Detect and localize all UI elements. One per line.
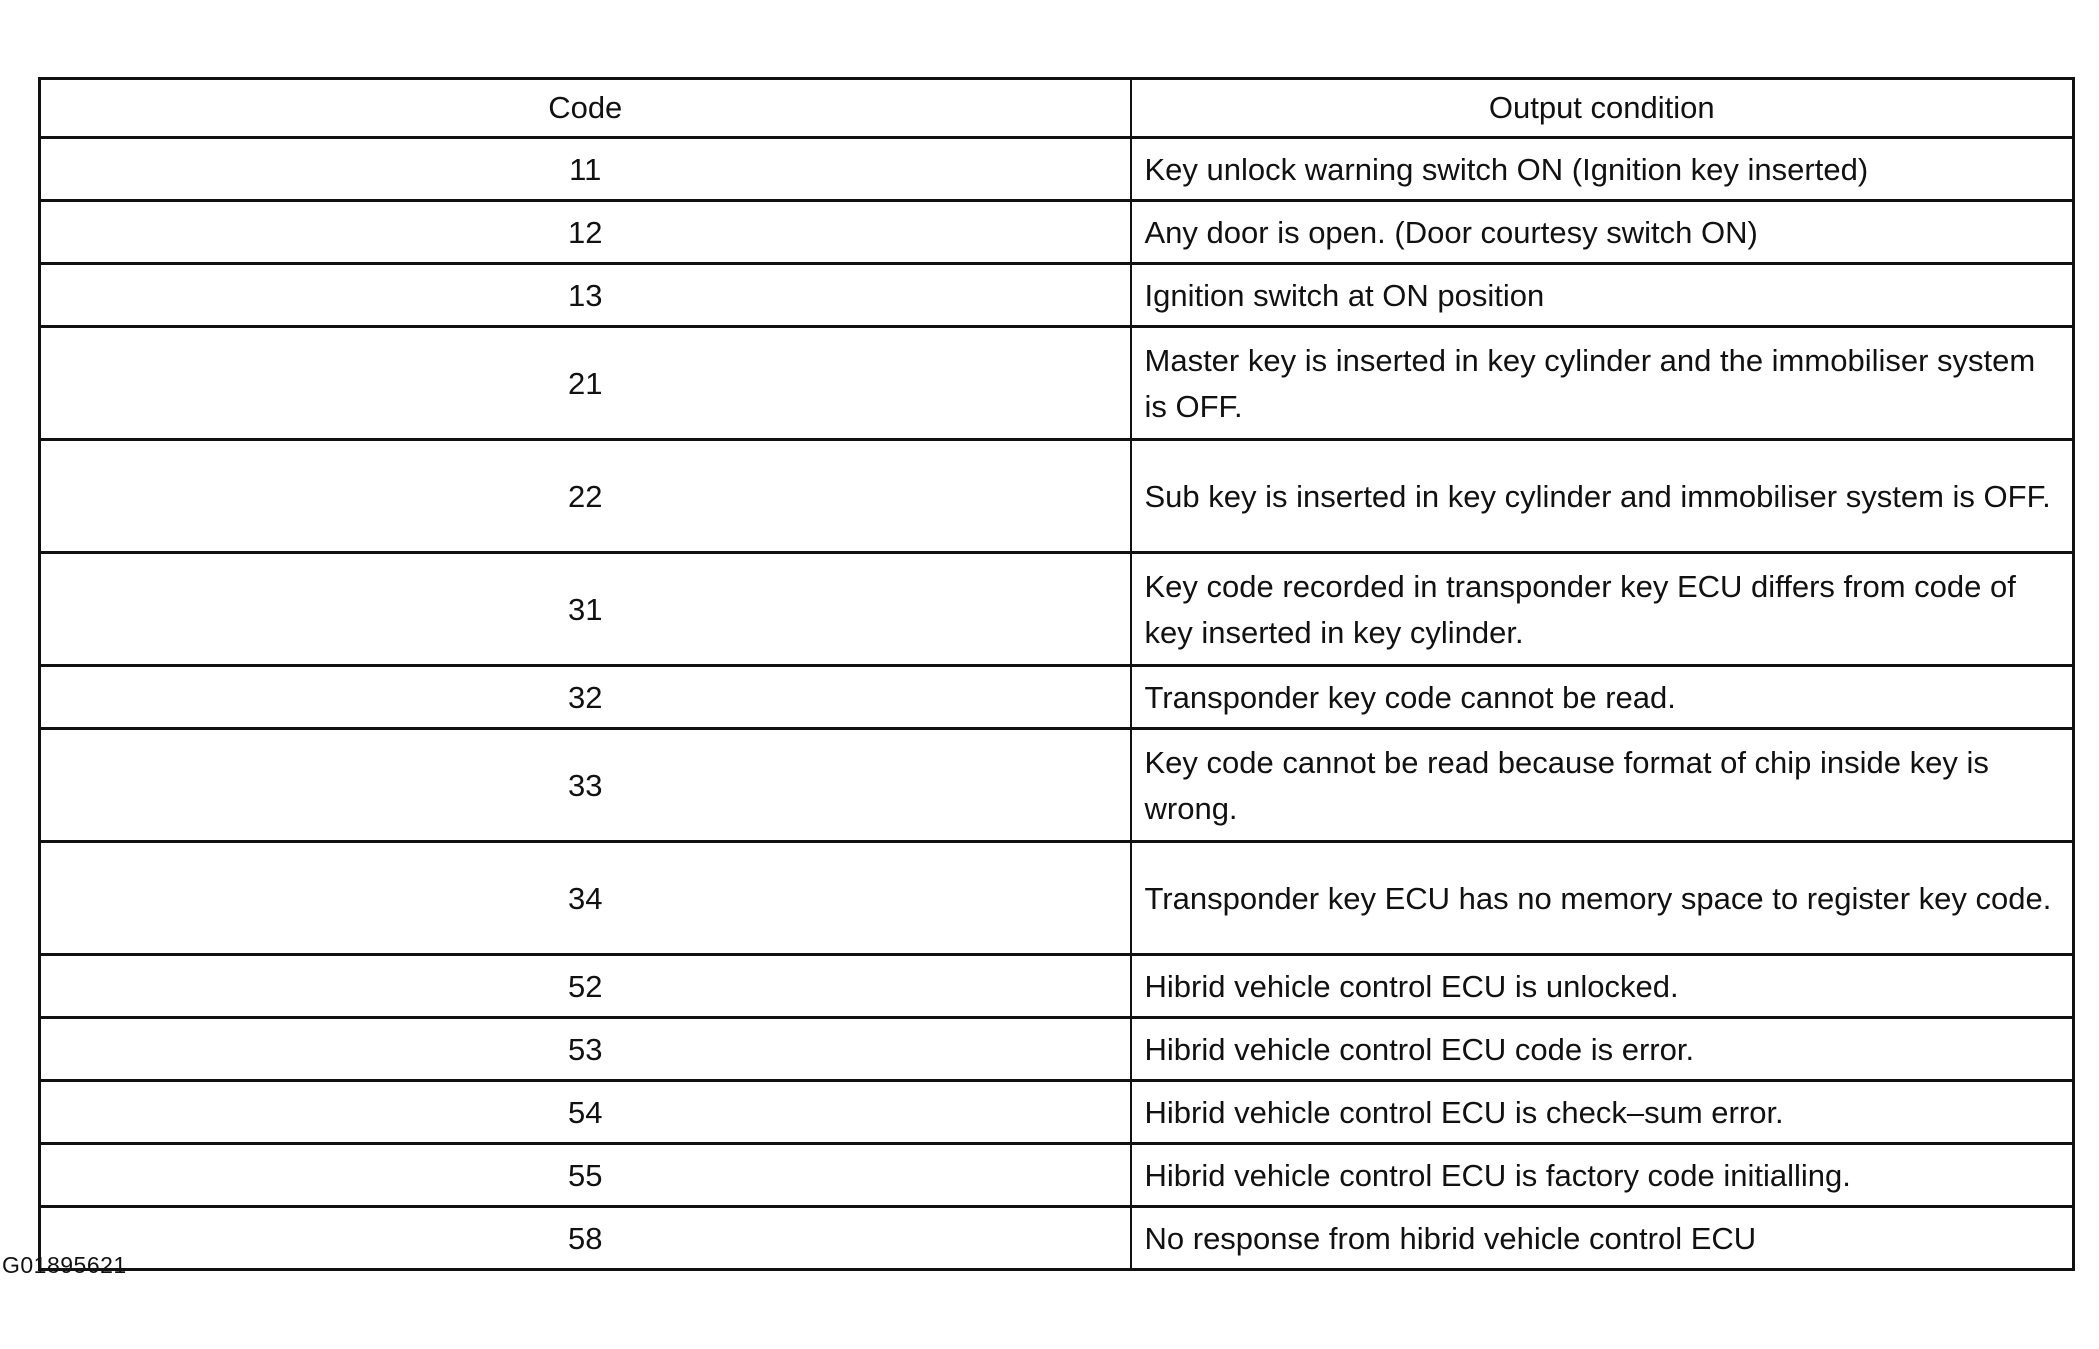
code-cell: 13 <box>40 264 1131 327</box>
code-cell: 33 <box>40 729 1131 842</box>
code-cell: 12 <box>40 201 1131 264</box>
table-row <box>40 729 2074 842</box>
condition-cell: Key code cannot be read because format of chip inside key is wrong. <box>1131 729 2074 842</box>
code-cell: 31 <box>40 553 1131 666</box>
table-header-row <box>40 79 2074 138</box>
condition-cell: Hibrid vehicle control ECU is factory code initialling. <box>1131 1144 2074 1207</box>
figure-id-label: G01895621 <box>2 1252 127 1278</box>
code-cell: 58 <box>40 1207 1131 1270</box>
table-row <box>40 842 2074 955</box>
table-row <box>40 1081 2074 1144</box>
header-code: Code <box>40 79 1131 138</box>
table-row <box>40 553 2074 666</box>
output-code-table <box>38 77 2075 1271</box>
condition-cell: Sub key is inserted in key cylinder and immobiliser system is OFF. <box>1131 440 2074 553</box>
condition-cell: Hibrid vehicle control ECU is check–sum error. <box>1131 1081 2074 1144</box>
condition-cell: Key unlock warning switch ON (Ignition key inserted) <box>1131 138 2074 201</box>
code-cell: 53 <box>40 1018 1131 1081</box>
table-row <box>40 666 2074 729</box>
condition-cell: Ignition switch at ON position <box>1131 264 2074 327</box>
table-row <box>40 138 2074 201</box>
condition-cell: Key code recorded in transponder key ECU differs from code of key inserted in key cylinder. <box>1131 553 2074 666</box>
code-cell: 11 <box>40 138 1131 201</box>
table-row <box>40 1144 2074 1207</box>
condition-cell: Transponder key code cannot be read. <box>1131 666 2074 729</box>
code-cell: 55 <box>40 1144 1131 1207</box>
condition-cell: Hibrid vehicle control ECU is unlocked. <box>1131 955 2074 1018</box>
code-cell: 32 <box>40 666 1131 729</box>
table-row <box>40 440 2074 553</box>
code-cell: 34 <box>40 842 1131 955</box>
table-row <box>40 1207 2074 1270</box>
condition-cell: Master key is inserted in key cylinder and the immobiliser system is OFF. <box>1131 327 2074 440</box>
header-output-condition: Output condition <box>1131 79 2074 138</box>
table-row <box>40 201 2074 264</box>
table-row <box>40 327 2074 440</box>
condition-cell: No response from hibrid vehicle control ECU <box>1131 1207 2074 1270</box>
code-cell: 54 <box>40 1081 1131 1144</box>
table-row <box>40 955 2074 1018</box>
code-cell: 22 <box>40 440 1131 553</box>
condition-cell: Any door is open. (Door courtesy switch ON) <box>1131 201 2074 264</box>
table-row <box>40 1018 2074 1081</box>
condition-cell: Transponder key ECU has no memory space to register key code. <box>1131 842 2074 955</box>
condition-cell: Hibrid vehicle control ECU code is error. <box>1131 1018 2074 1081</box>
table-row <box>40 264 2074 327</box>
code-cell: 21 <box>40 327 1131 440</box>
code-cell: 52 <box>40 955 1131 1018</box>
